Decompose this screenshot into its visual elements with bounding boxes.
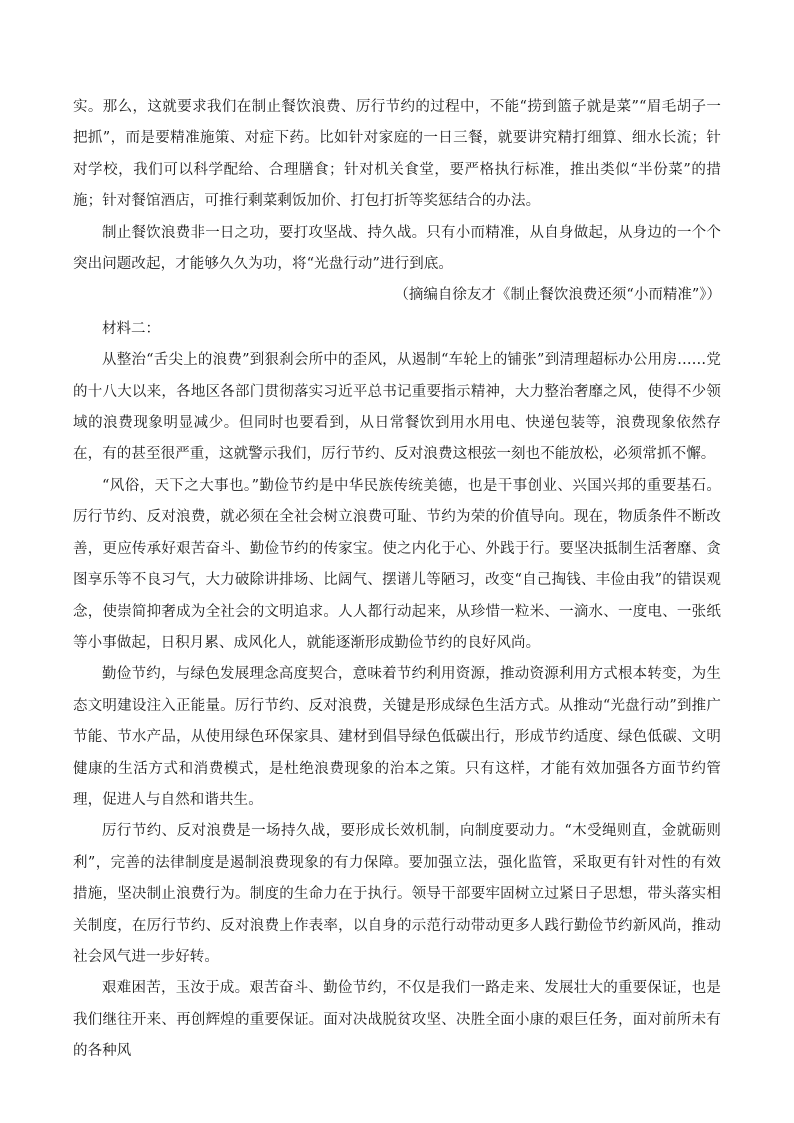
paragraph-5: 艰难困苦，玉汝于成。艰苦奋斗、勤俭节约，不仅是我们一路走来、发展壮大的重要保证，也是我们继往开来、再创辉煌的重要保证。面对决战脱贫攻坚、决胜全面小康的艰巨任务，面对前所未有的各种风 xyxy=(73,980,721,1060)
paragraph-2: “风俗，天下之大事也。”勤俭节约是中华民族传统美德，也是干事创业、兴国兴邦的重要基石。厉行节约、反对浪费，就必须在全社会树立浪费可耻、节约为荣的价值导向。现在，物质条件不断改善，更应传承好艰苦奋斗、勤俭节约的传家宝。使之内化于心、外践于行。要坚决抵制生活奢靡、贪图享乐等不良习气，大力破除讲排场、比阔气、摆谱儿等陋习，改变“自己掏钱、丰俭由我”的错误观念，使崇简抑奢成为全社会的文明追求。人人都行动起来，从珍惜一粒米、一滴水、一度电、一张纸等小事做起，日积月累、成风化人，就能逐渐形成勤俭节约的良好风尚。 xyxy=(73,477,721,651)
article-body xyxy=(73,92,721,1068)
source-citation: （摘编自徐友才《制止餐饮浪费还须“小而精准”》） xyxy=(394,287,721,304)
paragraph-1: 从整治“舌尖上的浪费”到狠刹会所中的歪风，从遏制“车轮上的铺张”到清理超标办公用房……党的十八大以来，各地区各部门贯彻落实习近平总书记重要指示精神，大力整治奢靡之风，使得不少领域的浪费现象明显减少。但同时也要看到，从日常餐饮到用水用电、快递包装等，浪费现象依然存在，有的甚至很严重，这就警示我们，厉行节约、反对浪费这根弦一刻也不能放松，必须常抓不懈。 xyxy=(73,352,721,463)
paragraph-4: 厉行节约、反对浪费是一场持久战，要形成长效机制，向制度要动力。“木受绳则直，金就砺则利”，完善的法律制度是遏制浪费现象的有力保障。要加强立法，强化监管，采取更有针对性的有效措施，坚决制止浪费行为。制度的生命力在于执行。领导干部要牢固树立过紧日子思想，带头落实相关制度，在厉行节约、反对浪费上作表率，以自身的示范行动带动更多人践行勤俭节约新风尚，推动社会风气进一步好转。 xyxy=(73,823,721,965)
paragraph-conclusion: 制止餐饮浪费非一日之功，要打攻坚战、持久战。只有小而精准，从自身做起，从身边的一个个突出问题改起，才能够久久为功，将“光盘行动”进行到底。 xyxy=(73,224,721,273)
paragraph-intro: 实。那么，这就要求我们在制止餐饮浪费、厉行节约的过程中，不能“捞到篮子就是菜”“眉毛胡子一把抓”，而是要精准施策、对症下药。比如针对家庭的一日三餐，就要讲究精打细算、细水长流；针对学校，我们可以科学配给、合理膳食；针对机关食堂，要严格执行标准，推出类似“半份菜”的措施；针对餐馆酒店，可推行剩菜剩饭加价、打包打折等奖惩结合的办法。 xyxy=(73,99,721,210)
paragraph-3: 勤俭节约，与绿色发展理念高度契合，意味着节约利用资源，推动资源利用方式根本转变，为生态文明建设注入正能量。厉行节约、反对浪费，关键是形成绿色生活方式。从推动“光盘行动”到推广节能、节水产品，从使用绿色环保家具、建材到倡导绿色低碳出行，形成节约适度、绿色低碳、文明健康的生活方式和消费模式，是杜绝浪费现象的治本之策。只有这样，才能有效加强各方面节约管理，促进人与自然和谐共生。 xyxy=(73,666,721,808)
material-two-heading: 材料二： xyxy=(102,320,160,337)
